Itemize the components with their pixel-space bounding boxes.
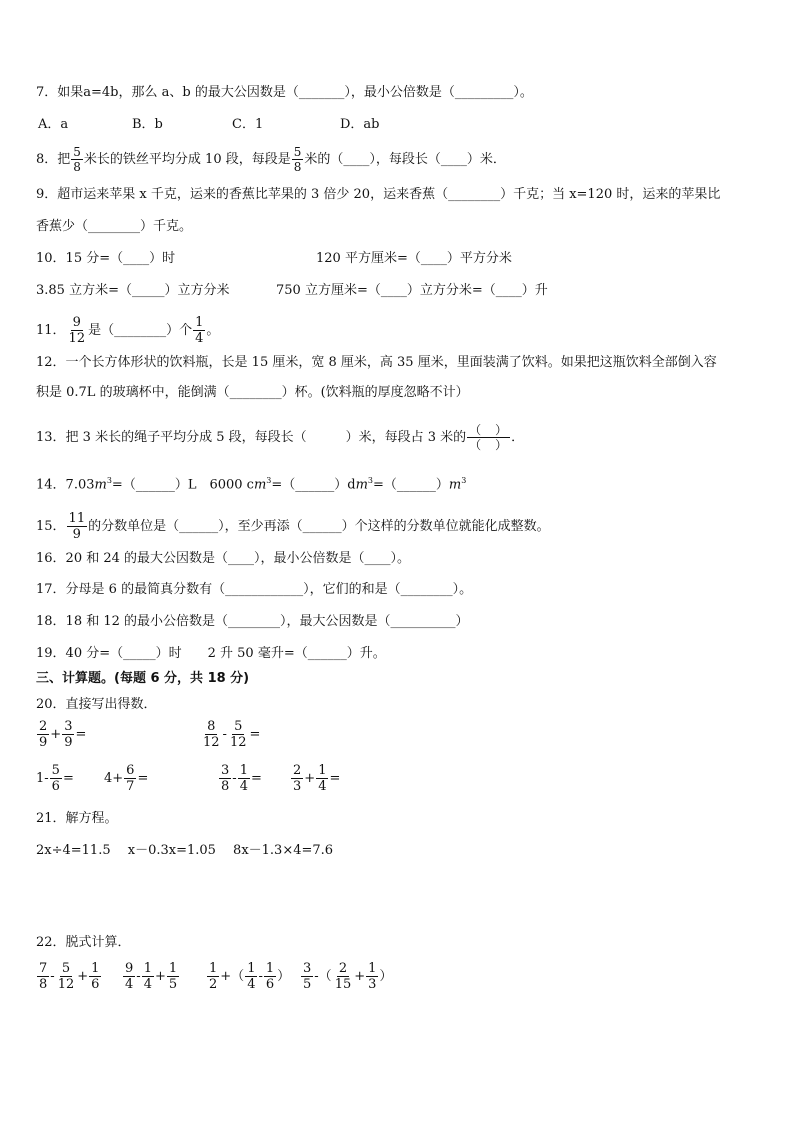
question-19: 19．40 分=（_____）时 2 升 50 毫升=（______）升。 bbox=[36, 646, 386, 661]
q22-e1-op2: + bbox=[77, 969, 89, 984]
q22-e2-c-num: 1 bbox=[168, 961, 178, 976]
q22-expression-1 bbox=[36, 962, 102, 991]
q22-e4-b-num: 2 bbox=[338, 961, 348, 976]
section-3-title: 三、计算题。(每题 6 分，共 18 分) bbox=[36, 671, 250, 686]
q22-e3-c-num: 1 bbox=[265, 961, 275, 976]
q8-fraction-1 bbox=[71, 146, 83, 173]
q14-unit-m-3: m bbox=[355, 477, 368, 493]
q14-d: =（______） bbox=[373, 477, 449, 493]
q20-e2-frac-b bbox=[228, 720, 249, 749]
q20-e2-eq: = bbox=[249, 727, 261, 742]
q22-e1-frac-c bbox=[89, 962, 101, 991]
q22-e3-b-num: 1 bbox=[247, 961, 256, 976]
q15-suffix: 的分数单位是（______），至少再添（______）个这样的分数单位就能化成整数。 bbox=[88, 519, 550, 534]
q22-e3-frac-b bbox=[245, 962, 257, 991]
q14-c: =（______）d bbox=[271, 477, 356, 493]
q20-e2-b-num: 5 bbox=[234, 719, 243, 734]
q20-e1-a-den: 9 bbox=[39, 735, 48, 750]
q22-e3-frac-c bbox=[264, 962, 276, 991]
question-14 bbox=[36, 472, 466, 494]
q20-expression-4 bbox=[104, 764, 148, 793]
q20-e6-frac-b bbox=[316, 764, 328, 793]
q22-e2-a-num: 9 bbox=[125, 961, 134, 976]
q14-sup-1: 3 bbox=[106, 476, 112, 485]
q20-e5-frac-b bbox=[238, 764, 250, 793]
question-20-title: 20．直接写出得数． bbox=[36, 697, 157, 712]
question-16: 16．20 和 24 的最大公因数是（____），最小公倍数是（____）。 bbox=[36, 551, 411, 566]
q20-e1-a-num: 2 bbox=[39, 719, 48, 734]
q20-e6-frac-a bbox=[291, 764, 303, 793]
q20-e1-b-num: 3 bbox=[64, 719, 73, 734]
q22-e4-frac-c bbox=[366, 962, 378, 991]
q22-e4-frac-a bbox=[301, 962, 313, 991]
q22-expression-3 bbox=[206, 962, 290, 991]
question-9-line-1: 9．超市运来苹果 x 千克，运来的香蕉比苹果的 3 倍少 20，运来香蕉（________）千克；当 x=120 时，运来的苹果比 bbox=[36, 187, 721, 202]
q13-fraction bbox=[467, 424, 510, 451]
q7-option-b: B．b bbox=[132, 117, 163, 132]
q11-fraction-1 bbox=[67, 316, 88, 345]
q20-e1-eq: = bbox=[75, 727, 87, 742]
q11-f2-numerator: 1 bbox=[195, 315, 204, 330]
q20-e3-den: 6 bbox=[51, 779, 60, 794]
q22-e4-c-den: 3 bbox=[368, 977, 377, 992]
q14-sup-4: 3 bbox=[461, 476, 467, 485]
q22-e2-op2: + bbox=[154, 969, 166, 984]
q14-a: 14．7.03 bbox=[36, 477, 95, 493]
q22-e3-op1: +（ bbox=[220, 969, 245, 984]
q20-expression-5 bbox=[218, 764, 262, 793]
q22-e2-b-den: 4 bbox=[143, 977, 152, 992]
q22-e1-b-den: 12 bbox=[57, 977, 75, 992]
q22-e1-a-den: 8 bbox=[39, 977, 48, 992]
q22-e1-op1: - bbox=[50, 969, 55, 984]
q22-e4-op1: -（ bbox=[314, 969, 332, 984]
q20-e6-b-num: 1 bbox=[318, 763, 327, 778]
q20-e6-b-den: 4 bbox=[318, 779, 327, 794]
q20-e2-op: - bbox=[222, 727, 227, 742]
q20-e5-eq: = bbox=[250, 771, 262, 786]
question-13 bbox=[36, 424, 524, 451]
question-7: 7．如果a=4b，那么 a、b 的最大公因数是（_______），最小公倍数是（_________）。 bbox=[36, 85, 533, 100]
q22-e4-c-num: 1 bbox=[368, 961, 377, 976]
q20-e6-a-num: 2 bbox=[293, 763, 302, 778]
q8-prefix: 8．把 bbox=[36, 152, 71, 167]
q7-option-c: C．1 bbox=[232, 117, 264, 132]
q22-e3-close: ） bbox=[277, 969, 291, 984]
q20-e2-frac-a bbox=[201, 720, 222, 749]
q8-fraction-2 bbox=[292, 146, 304, 173]
q11-f1-numerator: 9 bbox=[72, 315, 81, 330]
q7-option-d: D．ab bbox=[340, 117, 380, 132]
q15-fraction bbox=[67, 512, 88, 541]
q20-e5-op: - bbox=[232, 771, 237, 786]
q14-b: =（______）L 6000 c bbox=[111, 477, 254, 493]
q22-e3-a-num: 1 bbox=[209, 961, 218, 976]
q22-e1-a-num: 7 bbox=[39, 961, 48, 976]
q20-expression-2 bbox=[200, 720, 260, 749]
q20-e1-b-den: 9 bbox=[64, 735, 73, 750]
q7-option-a: A．a bbox=[38, 117, 69, 132]
q20-e2-b-den: 12 bbox=[229, 735, 247, 750]
q22-e2-frac-a bbox=[123, 962, 135, 991]
q22-e1-frac-a bbox=[37, 962, 49, 991]
q8-suffix: 米的（____），每段长（____）米． bbox=[304, 152, 506, 167]
q20-e1-frac-b bbox=[62, 720, 74, 749]
q8-mid: 米长的铁丝平均分成 10 段，每段是 bbox=[83, 152, 291, 167]
q20-expression-6 bbox=[290, 764, 340, 793]
q20-e3-eq: = bbox=[62, 771, 74, 786]
q22-e1-b-num: 5 bbox=[61, 961, 71, 976]
q20-e4-eq: = bbox=[137, 771, 149, 786]
q22-e2-a-den: 4 bbox=[125, 977, 134, 992]
q22-e2-frac-c bbox=[167, 962, 179, 991]
q22-expression-2 bbox=[122, 962, 180, 991]
question-22-title: 22．脱式计算． bbox=[36, 935, 131, 950]
q22-e3-c-den: 6 bbox=[265, 977, 275, 992]
question-10-a: 10．15 分=（____）时 bbox=[36, 251, 176, 266]
q11-suffix: 。 bbox=[206, 323, 220, 338]
q20-e6-op: + bbox=[304, 771, 316, 786]
q22-e4-a-num: 3 bbox=[303, 961, 312, 976]
question-12-line-1: 12．一个长方体形状的饮料瓶，长是 15 厘米，宽 8 厘米，高 35 厘米，里面装满了饮料。如果把这瓶饮料全部倒入容 bbox=[36, 355, 717, 370]
q13-prefix: 13．把 3 米长的绳子平均分成 5 段，每段长（ ）米，每段占 3 米的 bbox=[36, 430, 467, 445]
q22-e1-frac-b bbox=[56, 962, 77, 991]
q22-e4-frac-b bbox=[333, 962, 354, 991]
question-11 bbox=[36, 316, 219, 345]
q20-e4-frac bbox=[124, 764, 136, 793]
question-10-d: 750 立方厘米=（____）立方分米=（____）升 bbox=[276, 283, 548, 298]
q13-suffix: ． bbox=[511, 430, 525, 445]
q15-numerator: 11 bbox=[68, 511, 86, 526]
q22-e4-a-den: 5 bbox=[303, 977, 312, 992]
q20-e5-a-den: 8 bbox=[221, 779, 230, 794]
q22-e3-a-den: 2 bbox=[209, 977, 218, 992]
q20-e5-a-num: 3 bbox=[221, 763, 230, 778]
question-8 bbox=[36, 146, 506, 173]
q20-expression-1 bbox=[36, 720, 86, 749]
q11-f1-denominator: 12 bbox=[68, 331, 86, 346]
q8-f2-denominator: 8 bbox=[293, 160, 302, 174]
q8-f1-denominator: 8 bbox=[73, 160, 81, 174]
q20-e4-num: 6 bbox=[126, 763, 135, 778]
q20-e2-a-num: 8 bbox=[207, 719, 216, 734]
q22-e3-frac-a bbox=[207, 962, 219, 991]
q14-unit-m-2: m bbox=[253, 477, 267, 493]
question-21-equations: 2x÷4=11.5 x－0.3x=1.05 8x－1.3×4=7.6 bbox=[36, 843, 334, 858]
question-9-line-2: 香蕉少（________）千克。 bbox=[36, 219, 193, 234]
q20-e2-a-den: 12 bbox=[203, 735, 220, 750]
q20-expression-3 bbox=[36, 764, 74, 793]
q20-e5-b-num: 1 bbox=[239, 763, 248, 778]
question-18: 18．18 和 12 的最小公倍数是（________），最大公因数是（__________） bbox=[36, 614, 469, 629]
q22-e2-b-num: 1 bbox=[143, 961, 152, 976]
q8-f1-numerator: 5 bbox=[73, 145, 81, 159]
q14-sup-2: 3 bbox=[266, 476, 272, 485]
q14-sup-3: 3 bbox=[367, 476, 374, 485]
q20-e3-num: 5 bbox=[51, 763, 60, 778]
q8-f2-numerator: 5 bbox=[293, 145, 302, 159]
q22-e1-c-num: 1 bbox=[91, 961, 100, 976]
q20-e3-lead: 1- bbox=[36, 771, 49, 786]
q15-denominator: 9 bbox=[72, 527, 81, 542]
question-21-title: 21．解方程。 bbox=[36, 811, 118, 826]
q11-mid: 是（________）个 bbox=[88, 323, 193, 338]
q15-prefix: 15． bbox=[36, 519, 66, 534]
q20-e6-a-den: 3 bbox=[293, 779, 302, 794]
q22-e2-c-den: 5 bbox=[168, 977, 178, 992]
q22-e2-op1: - bbox=[136, 969, 141, 984]
q13-numerator: （ ） bbox=[469, 423, 509, 437]
q22-expression-4 bbox=[300, 962, 392, 991]
q22-e3-op2: - bbox=[258, 969, 263, 984]
q13-denominator: （ ） bbox=[469, 438, 509, 452]
q22-e2-frac-b bbox=[142, 962, 154, 991]
q20-e1-op: + bbox=[50, 727, 62, 742]
q22-e4-b-den: 15 bbox=[334, 977, 352, 992]
q20-e6-eq: = bbox=[329, 771, 341, 786]
q11-prefix: 11． bbox=[36, 323, 66, 338]
q20-e4-den: 7 bbox=[126, 779, 135, 794]
q22-e3-b-den: 4 bbox=[247, 977, 256, 992]
q20-e5-frac-a bbox=[219, 764, 231, 793]
q11-fraction-2 bbox=[193, 316, 205, 345]
question-12-line-2: 积是 0.7L 的玻璃杯中，能倒满（________）杯。(饮料瓶的厚度忽略不计） bbox=[36, 385, 469, 400]
q14-unit-m-4: m bbox=[448, 477, 462, 493]
question-17: 17．分母是 6 的最简真分数有（____________），它们的和是（________）。 bbox=[36, 582, 473, 597]
q22-e4-close: ） bbox=[379, 969, 393, 984]
question-10-b: 120 平方厘米=（____）平方分米 bbox=[316, 251, 512, 266]
question-10-c: 3.85 立方米=（_____）立方分米 bbox=[36, 283, 230, 298]
q22-e1-c-den: 6 bbox=[91, 977, 100, 992]
question-15 bbox=[36, 512, 550, 541]
q20-e3-frac bbox=[50, 764, 62, 793]
q20-e4-lead: 4+ bbox=[104, 771, 124, 786]
q20-e5-b-den: 4 bbox=[239, 779, 248, 794]
q20-e1-frac-a bbox=[37, 720, 49, 749]
q14-unit-m: m bbox=[94, 477, 107, 493]
q22-e4-op2: + bbox=[354, 969, 366, 984]
q11-f2-denominator: 4 bbox=[195, 331, 204, 346]
